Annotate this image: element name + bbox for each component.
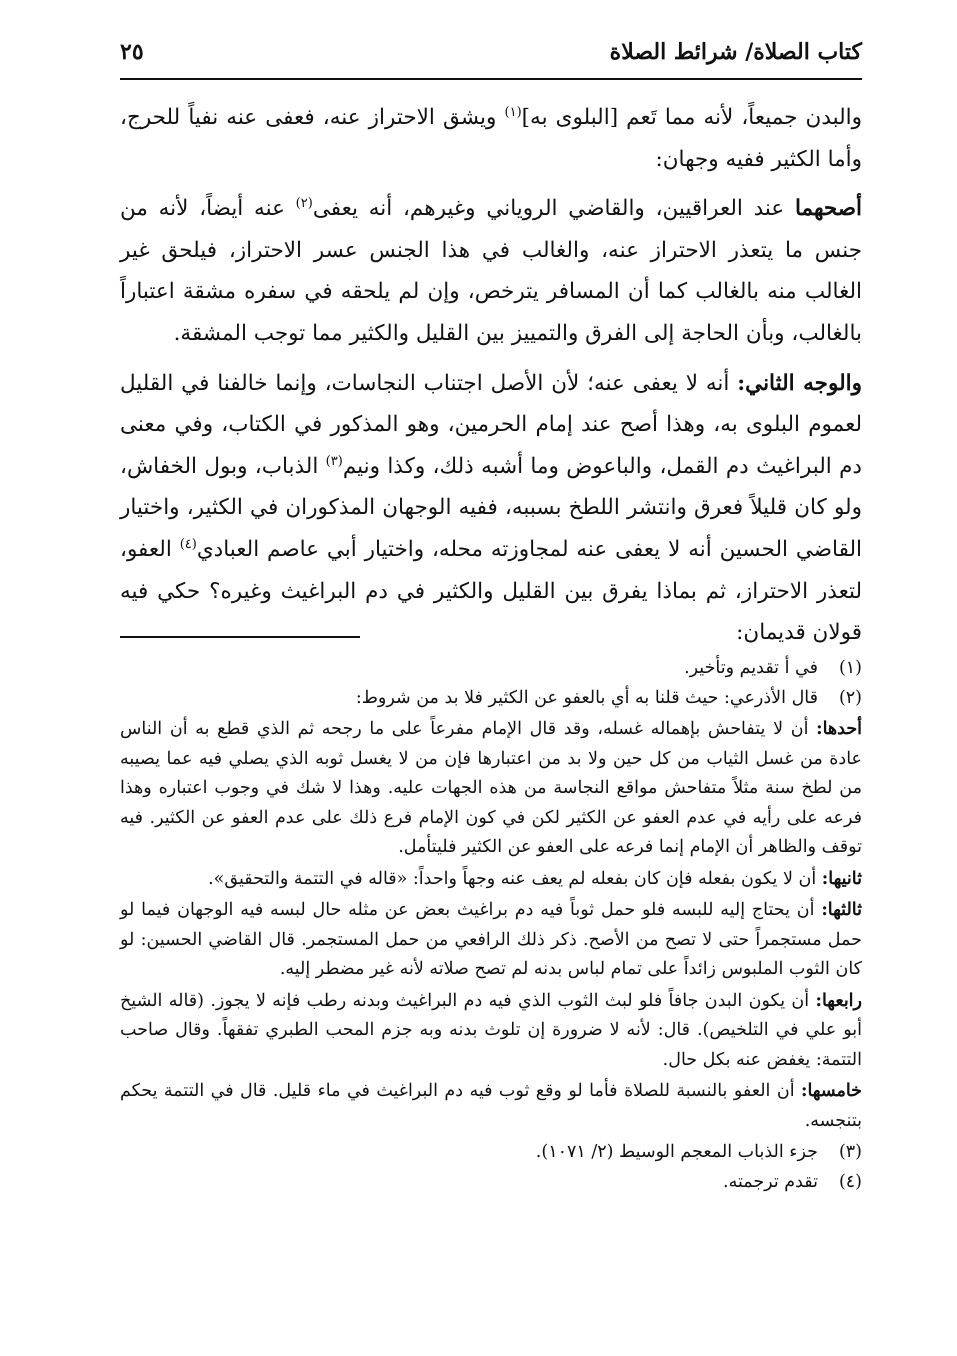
footnote-item-text: أن يحتاج إليه للبسه فلو حمل ثوباً فيه دم براغيث بعض عن مثله حال لبسه فيه الوجهان فيما لو حمل مستجمراً حتى لا تصح من الأصح. ذكر ذلك الرافعي من حمل المستجمر. قال القاضي الحسين: لو كان الثوب الملبوس زائداً على تمام لباس بدنه لم تصح صلاته لأنه غير مضطر إليه. — [120, 900, 862, 979]
footnote-item-text: أن العفو بالنسبة للصلاة فأما لو وقع ثوب فيه دم البراغيث في ماء قليل. قال في التتمة يحكم بتنجسه. — [120, 1081, 862, 1131]
main-text — [120, 97, 862, 662]
paragraph-lead: والوجه الثاني: — [737, 370, 862, 396]
header-rule — [120, 78, 862, 80]
paragraph-text: والبدن جميعاً، لأنه مما تَعم [البلوى به] — [521, 105, 862, 130]
footnote-item — [120, 987, 862, 1076]
paragraph-text: عنه أيضاً، لأنه من جنس ما يتعذر الاحتراز عنه، والغالب في هذا الجنس عسر الاحتراز، فيلحق غير الغالب منه بالغالب كما أن المسافر يترخص، وإن لم يلحقه في سفره مشقة اعتباراً بالغالب، وبأن الحاجة إلى الفرق والتمييز بين القليل والكثير مما توجب المشقة. — [120, 196, 862, 346]
paragraph-text: العفو، لتعذر الاحتراز، ثم بماذا يفرق بين القليل والكثير في دم البراغيث وغيره؟ حكي فيه قولان قديمان: — [120, 536, 862, 646]
running-header — [120, 32, 862, 72]
footnote-item — [120, 896, 862, 985]
paragraph-lead: أصحهما — [795, 196, 862, 222]
footnote-1 — [120, 654, 862, 684]
page-number: ٢٥ — [120, 39, 144, 65]
footnote-number: (٣) — [838, 1142, 862, 1162]
footnote-text: قال الأذرعي: حيث قلنا به أي بالعفو عن الكثير فلا بد من شروط: — [355, 687, 818, 708]
paragraph — [120, 97, 862, 180]
footnote-item-lead: ثانيها: — [821, 868, 862, 889]
footnote-number: (١) — [838, 658, 862, 678]
paragraph — [120, 363, 862, 654]
footnote-item-text: أن لا يكون بفعله فإن كان بفعله لم يعف عنه وجهاً واحداً: «قاله في التتمة والتحقيق». — [208, 868, 822, 889]
footnote-ref: (٣) — [325, 453, 343, 469]
footnotes — [120, 654, 862, 1197]
footnote-item-text: أن لا يتفاحش بإهماله غسله، وقد قال الإمام مفرعاً على ما رجحه ثم الذي قطع به أن الناس عادة من غسل الثياب من كل حين ولا بد من اعتبارها فإن من لا يغسل ثوبه الذي يصلي فيه عما يصيبه من لطخ سنة مثلاً متفاحش مواقع النجاسة من هذه الجهات عليه. وهذا لا شك في وجوب اعتباره وهذا فرعه على رأيه في عدم العفو عن الكثير لكن في كون الإمام فرع ذلك على عدم العفو عن الكثير. فيه توقف والظاهر أن الإمام إنما فرعه على العفو عن الكثير فليتأمل. — [120, 719, 862, 857]
footnote-item — [120, 865, 862, 895]
footnote-item-lead: خامسها: — [801, 1081, 862, 1101]
footnote-separator — [120, 636, 360, 638]
paragraph-text: أنه لا يعفى عنه؛ لأن الأصل اجتناب النجاسات، وإنما خالفنا في القليل لعموم البلوى به، وهذا أصح عند إمام الحرمين، وهو المذكور في الكتاب، وفي معنى دم البراغيث دم القمل، والباعوض وما أشبه ذلك، وكذا ونيم — [120, 370, 862, 479]
footnote-item-lead: أحدها: — [816, 719, 862, 739]
paragraph-text: عند العراقيين، والقاضي الروياني وغيرهم، أنه يعفى — [312, 196, 795, 222]
footnote-item-lead: رابعها: — [815, 990, 862, 1011]
paragraph — [120, 188, 862, 354]
footnote-text: في أ تقديم وتأخير. — [684, 658, 818, 678]
footnote-item — [120, 1077, 862, 1136]
running-title: كتاب الصلاة/ شرائط الصلاة — [609, 39, 862, 65]
footnote-number: (٤) — [838, 1171, 862, 1192]
footnote-item-text: أن يكون البدن جافاً فلو لبث الثوب الذي فيه دم البراغيث وبدنه رطب فإنه لا يجوز. (قاله الشيخ أبو علي في التلخيص). قال: لأنه لا ضرورة إن تلوث بدنه وبه جزم المحب الطبري تفقهاً. وقال صاحب التتمة: يغفض عنه بكل حال. — [120, 990, 862, 1070]
footnote-3 — [120, 1138, 862, 1168]
footnote-ref: (١) — [504, 104, 522, 120]
footnote-4 — [120, 1168, 862, 1198]
footnote-item — [120, 715, 862, 863]
footnote-2 — [120, 684, 862, 714]
footnote-ref: (٤) — [179, 536, 197, 552]
paragraph-text: الذباب، وبول الخفاش، ولو كان قليلاً فعرق وانتشر اللطخ بسببه، ففيه الوجهان المذكوران في الكثير، واختيار القاضي الحسين أنه لا يعفى عنه لمجاوزته محله، واختيار أبي عاصم العبادي — [120, 453, 862, 562]
footnote-text: جزء الذباب المعجم الوسيط (٢/ ١٠٧١). — [535, 1142, 818, 1162]
footnote-item-lead: ثالثها: — [821, 900, 862, 920]
footnote-ref: (٢) — [295, 196, 313, 212]
footnote-number: (٢) — [838, 687, 862, 708]
footnote-text: تقدم ترجمته. — [723, 1171, 818, 1192]
paragraph-text: ويشق الاحتراز عنه، فعفى عنه نفياً للحرج، وأما الكثير ففيه وجهان: — [120, 105, 862, 172]
